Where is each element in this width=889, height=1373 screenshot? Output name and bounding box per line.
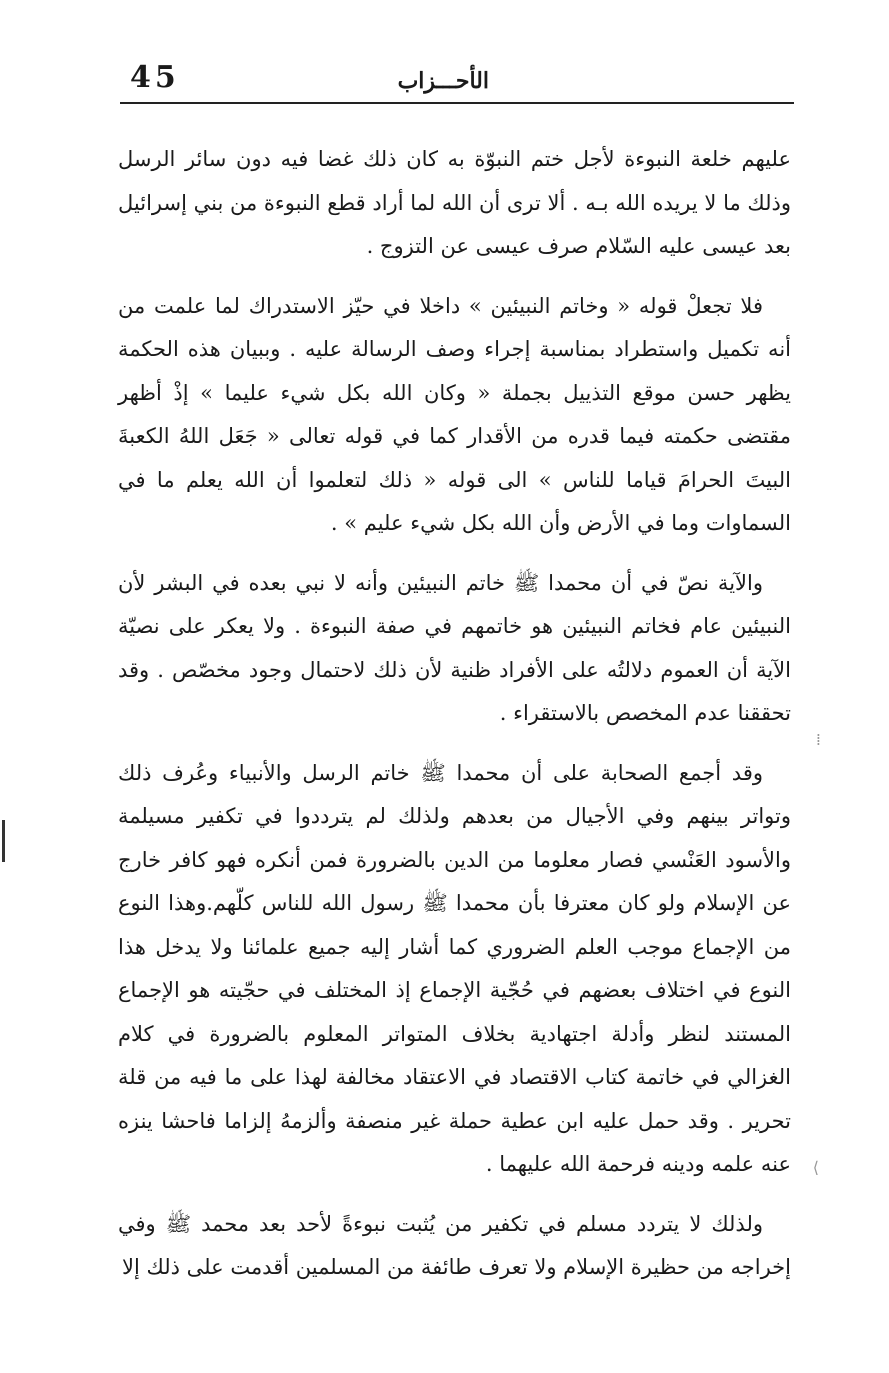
scan-edge-mark [2,820,5,862]
paragraph-3: والآية نصّ في أن محمدا ﷺ خاتم النبيئين وأنه لا نبي بعده في البشر لأن النبيئين عام فخاتم النبيئين هو خاتمهم في صفة النبوءة . ولا يعكر على نصيّة الآية أن العموم دلالتُه على الأفراد ظنية لأن ذلك لاحتمال وجود مخصّص . وقد تحققنا عدم المخصص بالاستقراء . [118,570,791,725]
paragraph-2: فلا تجعلْ قوله « وخاتم النبيئين » داخلا في حيّز الاستدراك لما علمت من أنه تكميل واستطراد بمناسبة إجراء وصف الرسالة عليه . وببيان هذه الحكمة يظهر حسن موقع التذييل بجملة « وكان الله بكل شيء عليما » إذْ أظهر مقتضى حكمته فيما قدره من الأقدار كما في قوله تعالى « جَعَل اللهُ الكعبةَ البيتَ الحرامَ قياما للناس » الى قوله « ذلك لتعلموا أن الله يعلم ما في السماوات وما في الأرض وأن الله بكل شيء عليم » . [118,293,791,535]
paragraph-4: وقد أجمع الصحابة على أن محمدا ﷺ خاتم الرسل والأنبياء وعُرف ذلك وتواتر بينهم وفي الأجيال من بعدهم ولذلك لم يترددوا في تكفير مسيلمة والأسود العَنْسي فصار معلوما من الدين بالضرورة فمن أنكره فهو كافر خارج عن الإسلام ولو كان معترفا بأن محمدا ﷺ رسول الله للناس كلّهم.وهذا النوع من الإجماع موجب العلم الضروري كما أشار إليه جميع علمائنا ولا يدخل هذا النوع في اختلاف بعضهم في حُجّية الإجماع إذ المختلف في حجّيته هو الإجماع المستند لنظر وأدلة اجتهادية بخلاف المتواتر المعلوم بالضرورة في كلام الغزالي في خاتمة كتاب الاقتصاد في الاعتقاد مخالفة لهذا على ما فيه من قلة تحرير . وقد حمل عليه ابن عطية حملة غير منصفة وألزمهُ إلزاما فاحشا ينزه عنه علمه ودينه فرحمة الله عليهما . [118,760,791,1176]
page-body [118,138,791,1306]
page-header [120,58,794,104]
paragraph-1: عليهم خلعة النبوءة لأجل ختم النبوّة به كان ذلك غضا فيه دون سائر الرسل وذلك ما لا يريده الله بـه . ألا ترى أن الله لما أراد قطع النبوءة من بني إسرائيل بعد عيسى عليه السّلام صرف عيسى عن التزوج . [118,147,791,258]
margin-mark-icon: ⟩ [812,1158,819,1177]
running-title: الأحـــزاب [397,68,489,94]
paragraph-5: ولذلك لا يتردد مسلم في تكفير من يُثبت نبوءةً لأحد بعد محمد ﷺ وفي إخراجه من حظيرة الإسلام ولا تعرف طائفة من المسلمين أقدمت على ذلك إلا [118,1211,791,1279]
page-number: 45 [130,60,180,95]
margin-mark-icon: ⁞ [815,730,821,749]
